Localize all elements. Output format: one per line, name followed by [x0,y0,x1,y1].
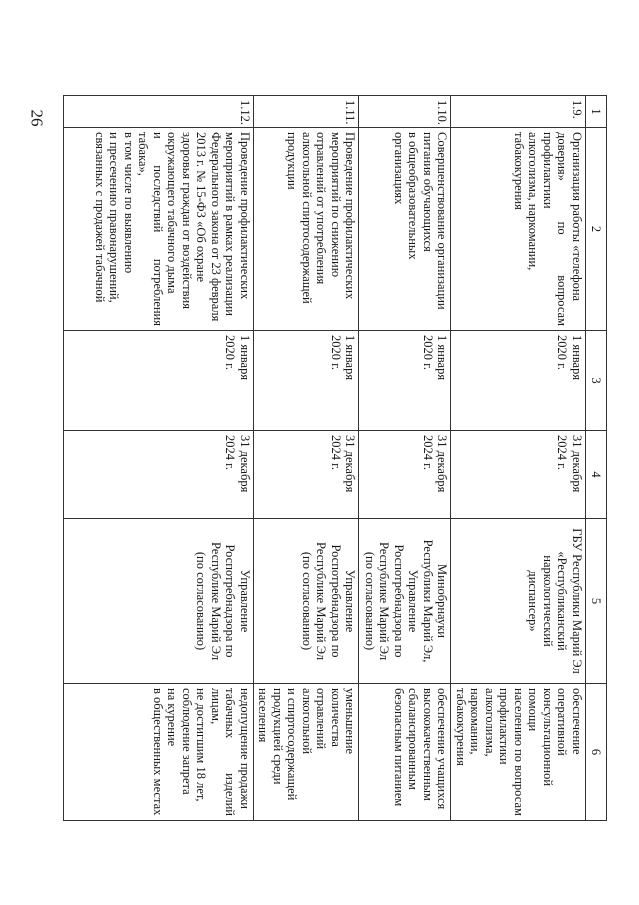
row-number: 1.10. [359,96,451,128]
responsible-cell: Управление Роспотребнадзора по Республике Марий Эл (по согласованию) [254,519,360,684]
header-col-6: 6 [586,684,607,821]
responsible-cell: Управление Роспотребнадзора по Республике Марий Эл (по согласованию) [64,519,254,684]
action-cell: Совершенствование организации питания обучающихся в общеобразовательных организациях [359,128,451,331]
end-date-cell: 31 декабря 2024 г. [359,431,451,519]
start-date-cell: 1 января 2020 г. [254,331,360,431]
start-date-cell: 1 января 2020 г. [64,331,254,431]
end-date-cell: 31 декабря 2024 г. [64,431,254,519]
result-cell: обеспечение оперативной консультационной помощи населению по вопросам профилактики алкоголизма, наркомании, табакокурения [451,684,586,821]
end-date-cell: 31 декабря 2024 г. [451,431,586,519]
table-row [64,96,254,821]
end-date-cell: 31 декабря 2024 г. [254,431,360,519]
action-cell: Организация работы «телефона доверия» по вопросам профилактики алкоголизма, наркомании, табакокурения [451,128,586,331]
row-number: 1.11. [254,96,360,128]
action-cell: Проведение профилактических мероприятий по снижению отравлений от употребления алкогольной спиртосодержащей продукции [254,128,360,331]
result-cell: обеспечение учащихся высококачественным сбалансированным безопасным питанием [359,684,451,821]
header-col-4: 4 [586,431,607,519]
start-date-cell: 1 января 2020 г. [359,331,451,431]
table-row [359,96,451,821]
row-number: 1.9. [451,96,586,128]
header-col-3: 3 [586,331,607,431]
responsible-cell: Минобрнауки Республики Марий Эл, Управление Роспотребнадзора по Республике Марий Эл (по согласованию) [359,519,451,684]
measures-table [63,95,607,821]
header-row [586,96,607,821]
responsible-cell: ГБУ Республики Марий Эл «Республиканский наркологический диспансер» [451,519,586,684]
header-col-5: 5 [586,519,607,684]
page-number: 26 [27,109,47,127]
row-number: 1.12. [64,96,254,128]
table-row [254,96,360,821]
result-cell: уменьшение количества отравлений алкогольной и спиртосодержащей продукцией среди населения [254,684,360,821]
header-col-2: 2 [586,128,607,331]
action-cell: Проведение профилактических мероприятий в рамках реализации Федерального закона от 23 февраля 2013 г. № 15-ФЗ «Об охране здоровья граждан от воздействия окружающего табачного дыма и последствий потребления табака», в том числе по выявлению и пресечению правонарушений, связанных с продажей табачной [64,128,254,331]
table-row [451,96,586,821]
result-cell: недопущение продажи табачных изделий лицам, не достигшим 18 лет, соблюдение запрета на курение в общественных местах [64,684,254,821]
header-col-1: 1 [586,96,607,128]
start-date-cell: 1 января 2020 г. [451,331,586,431]
rotated-table-sheet [93,95,607,820]
